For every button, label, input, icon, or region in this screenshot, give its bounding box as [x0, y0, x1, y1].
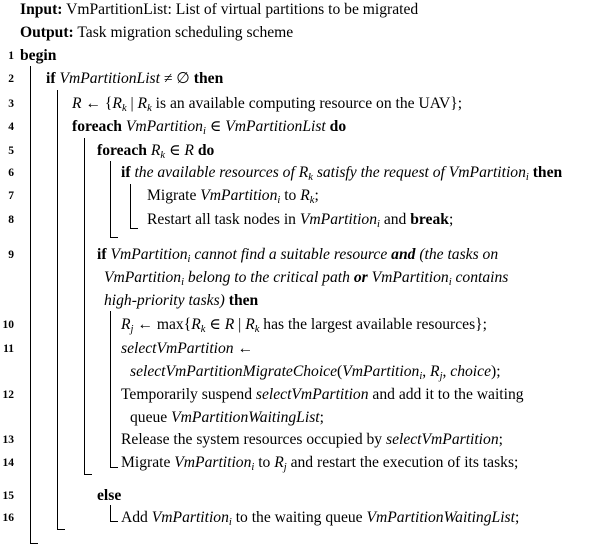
algo-line-15: else: [97, 487, 122, 504]
block-end-else: [110, 521, 118, 522]
algo-line-9c: high-priority tasks) then: [104, 292, 259, 309]
block-end-begin: [30, 543, 38, 544]
line-number: 10: [2, 319, 14, 331]
algo-line-6: if the available resources of $R_k$ satisfy the request of VmPartition$_i$ then: [121, 164, 563, 183]
algo-line-2: if VmPartitionList ≠ ∅ then: [46, 70, 224, 87]
line-number: 9: [8, 249, 14, 261]
line-number: 6: [8, 167, 14, 179]
block-line-if-critical: [110, 311, 111, 468]
input-line: [20, 0, 418, 20]
algo-line-7: Migrate VmPartition$_i$ to $R_k$;: [147, 187, 319, 206]
algo-line-10: $R_j$ ← $\max\{R_k$ ∈ R | $R_k$ has the largest available resources};: [121, 316, 487, 335]
output-label: Output:: [20, 24, 74, 41]
block-line-foreach-resource: [110, 161, 111, 238]
line-number: 3: [8, 98, 14, 110]
line-number: 14: [2, 457, 14, 469]
line-number: 12: [2, 389, 14, 401]
algo-line-5: foreach $R_k$ ∈ R do: [97, 142, 215, 161]
block-line-foreach-partition: [84, 138, 85, 475]
line-number: 8: [8, 214, 14, 226]
line-number: 7: [8, 190, 14, 202]
output-line: [20, 23, 293, 43]
algo-line-11a: selectVmPartition ←: [121, 340, 254, 357]
block-line-begin: [30, 66, 31, 544]
output-text: Task migration scheduling scheme: [77, 24, 294, 41]
line-number: 5: [8, 145, 14, 157]
block-line-else: [110, 505, 111, 522]
line-number: 11: [3, 343, 14, 355]
algo-line-16: Add VmPartition$_i$ to the waiting queue VmPartitionWaitingList;: [121, 509, 520, 528]
block-end-if-satisfy: [130, 228, 138, 229]
line-number: 15: [2, 490, 14, 502]
block-end-if: [57, 529, 65, 530]
algo-line-9a: if VmPartition$_i$ cannot find a suitable resource and (the tasks on: [97, 246, 499, 265]
block-end-foreach-resource: [110, 237, 118, 238]
algo-line-11b: selectVmPartitionMigrateChoice(VmPartition$_i$, $R_j$, choice);: [130, 363, 501, 382]
algo-line-4: foreach VmPartition$_i$ ∈ VmPartitionList do: [72, 118, 347, 137]
algo-line-9b: VmPartition$_i$ belong to the critical path or VmPartition$_i$ contains: [104, 269, 509, 288]
algo-line-13: Release the system resources occupied by selectVmPartition;: [121, 431, 503, 448]
line-number: 16: [2, 512, 14, 524]
input-text: VmPartitionList: List of virtual partitions to be migrated: [66, 1, 419, 18]
block-end-if-critical: [110, 467, 118, 468]
input-label: Input:: [20, 1, 63, 18]
algo-line-12a: Temporarily suspend selectVmPartition and add it to the waiting: [121, 386, 524, 403]
line-number: 4: [8, 121, 14, 133]
line-number: 13: [2, 434, 14, 446]
algo-line-8: Restart all task nodes in VmPartition$_i$ and break;: [147, 211, 454, 230]
line-number: 2: [8, 73, 14, 85]
block-end-foreach-partition: [84, 474, 92, 475]
algo-line-1: begin: [20, 47, 57, 64]
algo-line-14: Migrate VmPartition$_i$ to $R_j$ and restart the execution of its tasks;: [121, 454, 519, 473]
block-line-if-satisfy: [130, 184, 131, 229]
line-number: 1: [8, 50, 14, 62]
algo-line-12b: queue VmPartitionWaitingList;: [130, 409, 324, 426]
block-line-if: [57, 90, 58, 530]
algo-line-3: R ← {$R_k$ | $R_k$ is an available computing resource on the UAV};: [72, 95, 463, 114]
